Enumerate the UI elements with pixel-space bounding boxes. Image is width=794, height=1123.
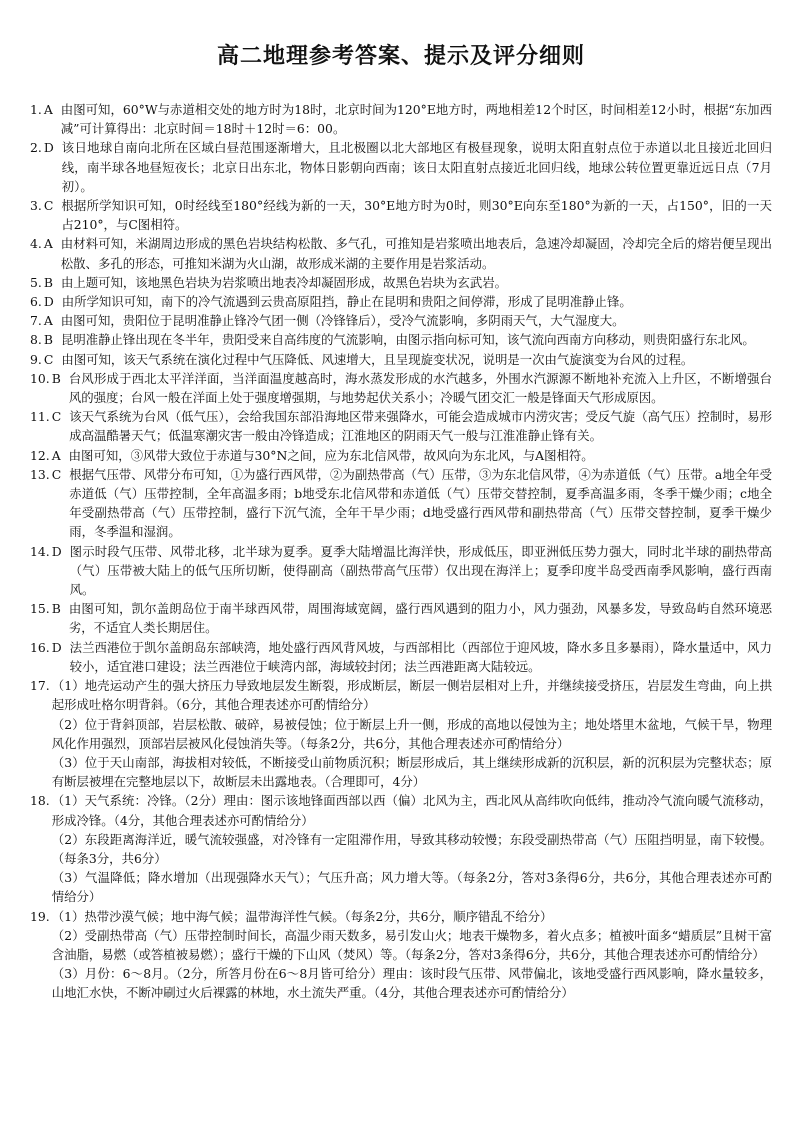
explanation-paragraph: 根据气压带、风带分布可知，①为盛行西风带，②为副热带高（气）压带，③为东北信风带，④为赤道低（气）压带。a地全年受赤道低（气）压带控制，全年高温多雨；b地受东北信风带和赤道低（气）压带交替控制，夏季高温多雨，冬季干燥少雨；c地全年受副热带高（气）压带控制，盛行下沉气流，全年干旱少雨；d地受盛行西风带和副热带高（气）压带交替控制，夏季干燥少雨，冬季温和湿润。: [69, 466, 772, 540]
answer-item: [30, 311, 772, 330]
question-number: 2.: [30, 140, 42, 156]
answer-choice: D: [43, 294, 54, 310]
question-number: 15.: [30, 601, 50, 617]
answer-item: [30, 599, 772, 637]
answer-explanation: [70, 638, 772, 676]
answer-item: [30, 542, 772, 600]
answer-explanation: [61, 234, 772, 272]
answer-item: [30, 196, 772, 234]
answer-choice: B: [43, 274, 53, 290]
explanation-paragraph: 台风形成于西北太平洋洋面，当洋面温度越高时，海水蒸发形成的水汽越多，外围水汽源源不断地补充流入上升区，不断增强台风的强度；台风一般在洋面上处于强度增强期，与地势起伏关系小；冷暖气团交汇一般是锋面天气形成原因。: [68, 370, 772, 406]
answer-item: [30, 369, 772, 407]
answer-item: [30, 330, 772, 349]
answer-explanation: [70, 542, 772, 600]
question-number: 12.: [30, 447, 50, 463]
answer-choice: B: [43, 332, 53, 348]
question-number: 17.: [30, 678, 50, 694]
answer-item: [30, 907, 772, 1003]
question-number: 7.: [30, 313, 42, 329]
answer-explanation: [69, 407, 772, 445]
answer-explanation: [61, 330, 772, 349]
explanation-paragraph: 图示时段气压带、风带北移，北半球为夏季。夏季大陆增温比海洋快，形成低压，即亚洲低压势力强大，同时北半球的副热带高（气）压带被大陆上的低气压所切断，使得副高（副热带高气压带）仅出现在海洋上；夏季印度半岛受西南季风影响，盛行西南风。: [69, 543, 772, 598]
answer-explanation: [52, 907, 772, 1003]
answer-choice: D: [51, 543, 62, 559]
explanation-paragraph: 由上题可知，该地黑色岩块为岩浆喷出地表冷却凝固形成，故黑色岩块为玄武岩。: [60, 274, 507, 290]
explanation-paragraph: （3）气温降低；降水增加（出现强降水天气）；气压升高；风力增大等。（每条2分，答对3条得6分，共6分，其他合理表述亦可酌情给分）: [51, 870, 772, 905]
page-title: 高二地理参考答案、提示及评分细则: [216, 44, 585, 69]
answer-choice: B: [51, 601, 61, 617]
answer-choice: C: [51, 466, 62, 482]
explanation-paragraph: 法兰西港位于凯尔盖朗岛东部峡湾，地处盛行西风背风坡，与西部相比（西部位于迎风坡，降水多且多暴雨），降水量适中，风力较小，适宜港口建设；法兰西港位于峡湾内部，海域较封闭；法兰西港距离大陆较远。: [69, 639, 772, 674]
answer-item: [30, 100, 772, 138]
question-number: 10.: [30, 370, 50, 386]
answer-explanation: [52, 791, 772, 906]
question-number: 4.: [30, 236, 42, 252]
answer-choice: A: [43, 102, 53, 117]
question-number: 5.: [30, 274, 42, 290]
answer-explanation: [61, 196, 772, 234]
answer-item: [30, 407, 772, 445]
answer-item: [30, 676, 772, 791]
answer-choice: A: [51, 447, 61, 463]
explanation-paragraph: 由所学知识可知，南下的冷气流遇到云贵高原阻挡，静止在昆明和贵阳之间停滞，形成了昆明准静止锋。: [61, 294, 632, 310]
answer-explanation: [62, 292, 772, 311]
answer-choice: A: [43, 313, 53, 329]
explanation-paragraph: （2）受副热带高（气）压带控制时间长，高温少雨天数多，易引发山火；地表干燥物多，着火点多；植被叶面多“蜡质层”且树干富含油脂，易燃（或答植被易燃）；盛行干燥的下山风（焚风）等。（每条2分，答对3条得6分，共6分，其他合理表述亦可酌情给分）: [51, 927, 772, 962]
explanation-paragraph: （3）月份：6～8月。（2分，所答月份在6～8月皆可给分）理由：该时段气压带、风带偏北，该地受盛行西风影响，降水量较多，山地汇水快，不断冲刷过火后裸露的林地，水土流失严重。（4分，其他合理表述亦可酌情给分）: [51, 966, 772, 1001]
explanation-paragraph: 由图可知，该天气系统在演化过程中气压降低、风速增大，且呈现旋变状况，说明是一次由气旋演变为台风的过程。: [61, 351, 694, 367]
answer-choice: A: [43, 236, 53, 252]
answer-item: [30, 465, 772, 542]
explanation-paragraph: 由图可知，凯尔盖朗岛位于南半球西风带，周围海域宽阔，盛行西风遇到的阻力小，风力强劲，风暴多发，导致岛屿自然环境恶劣，不适宜人类长期居住。: [68, 601, 772, 636]
explanation-paragraph: 由图可知，贵阳位于昆明准静止锋冷气团一侧（冷锋锋后），受冷气流影响，多阴雨天气，大气湿度大。: [60, 313, 625, 329]
answer-explanation: [52, 676, 772, 791]
explanation-paragraph: （3）位于天山南部，海拔相对较低，不断接受山前物质沉积；断层形成后，其上继续形成新的沉积层，新的沉积层为完整状态；原有断层被埋在完整地层以下，故断层未出露地表。（合理即可，4分）: [51, 754, 772, 790]
answer-explanation: [69, 369, 772, 407]
answer-explanation: [61, 100, 772, 138]
answer-explanation: [61, 350, 772, 369]
question-number: 19.: [30, 908, 50, 924]
question-number: 6.: [30, 294, 42, 310]
question-number: 11.: [30, 409, 50, 425]
question-number: 16.: [30, 639, 50, 655]
answer-choice: C: [43, 351, 54, 367]
explanation-paragraph: 由图可知，60°W与赤道相交处的地方时为18时，北京时间为120°E地方时，两地相差12个时区，时间相差12小时，根据“东加西减”可计算得出：北京时间＝18时＋12时＝6：00。: [60, 102, 772, 137]
explanation-paragraph: 该日地球自南向北所在区域白昼范围逐渐增大，且北极圈以北大部地区有极昼现象，说明太阳直射点位于赤道以北且接近北回归线，南半球各地昼短夜长；北京日出东北，物体日影朝向西南；该日太阳直射点接近北回归线，地球公转位置更靠近远日点（7月初）。: [61, 140, 772, 194]
answer-explanation: [69, 446, 772, 465]
explanation-paragraph: 由材料可知，米湖周边形成的黑色岩块结构松散、多气孔，可推知是岩浆喷出地表后，急速冷却凝固，冷却完全后的熔岩便呈现出松散、多孔的形态，可推知米湖为火山湖，故形成米湖的主要作用是岩浆活动。: [60, 236, 772, 271]
answer-item: [30, 446, 772, 465]
answer-item: [30, 638, 772, 676]
explanation-paragraph: 该天气系统为台风（低气压），会给我国东部沿海地区带来强降水，可能会造成城市内涝灾害；受反气旋（高气压）控制时，易形成高温酷暑天气；低温寒潮灾害一般由冷锋造成；江淮地区的阴雨天气一般与江淮准静止锋有关。: [69, 409, 772, 444]
explanation-paragraph: （1）天气系统：冷锋。（2分）理由：图示该地锋面西部以西（偏）北风为主，西北风从高纬吹向低纬，推动冷气流向暖气流移动，形成冷锋。（4分，其他合理表述亦可酌情给分）: [51, 793, 772, 828]
explanation-paragraph: 根据所学知识可知，0时经线至180°经线为新的一天，30°E地方时为0时，则30°E向东至180°为新的一天，占150°，旧的一天占210°，与C图相符。: [61, 198, 772, 233]
question-number: 8.: [30, 332, 42, 348]
answer-item: [30, 138, 772, 196]
answer-choice: D: [51, 639, 62, 655]
answer-item: [30, 791, 772, 906]
answer-choice: B: [51, 370, 61, 386]
explanation-paragraph: 由图可知，③风带大致位于赤道与30°N之间，应为东北信风带，故风向为东北风，与A图相符。: [68, 447, 594, 463]
answer-choice: C: [43, 198, 54, 214]
explanation-paragraph: （2）东段距离海洋近，暖气流较强盛，对冷锋有一定阻滞作用，导致其移动较慢；东段受副热带高（气）压阻挡明显，南下较慢。（每条3分，共6分）: [51, 831, 772, 866]
answer-item: [30, 273, 772, 292]
explanation-paragraph: 昆明准静止锋出现在冬半年，贵阳受来自高纬度的气流影响，由图示指向标可知，该气流向西南方向移动，则贵阳盛行东北风。: [60, 332, 755, 348]
answer-explanation: [62, 138, 772, 196]
question-number: 14.: [30, 543, 50, 559]
question-number: 9.: [30, 351, 42, 367]
answer-item: [30, 350, 772, 369]
question-number: 3.: [30, 198, 42, 214]
answer-choice: D: [43, 140, 54, 156]
answer-choice: C: [51, 409, 62, 425]
answer-item: [30, 234, 772, 272]
explanation-paragraph: （1）地壳运动产生的强大挤压力导致地层发生断裂，形成断层，断层一侧岩层相对上升，并继续接受挤压，岩层发生弯曲，向上拱起形成吐格尔明背斜。（6分，其他合理表述亦可酌情给分）: [51, 678, 772, 713]
answer-explanation: [61, 273, 772, 292]
answer-explanation: [69, 465, 772, 542]
explanation-paragraph: （1）热带沙漠气候；地中海气候；温带海洋性气候。（每条2分，共6分，顺序错乱不给分）: [51, 908, 553, 924]
answer-explanation: [61, 311, 772, 330]
answer-list: [30, 100, 772, 1003]
question-number: 1.: [30, 102, 42, 117]
answer-item: [30, 292, 772, 311]
answer-explanation: [69, 599, 772, 637]
explanation-paragraph: （2）位于背斜顶部，岩层松散、破碎，易被侵蚀；位于断层上升一侧，形成的高地以侵蚀为主；地处塔里木盆地，气候干旱，物理风化作用强烈，顶部岩层被风化侵蚀消失等。（每条2分，共6分，其他合理表述亦可酌情给分）: [51, 716, 772, 751]
question-number: 18.: [30, 793, 50, 809]
question-number: 13.: [30, 466, 50, 482]
